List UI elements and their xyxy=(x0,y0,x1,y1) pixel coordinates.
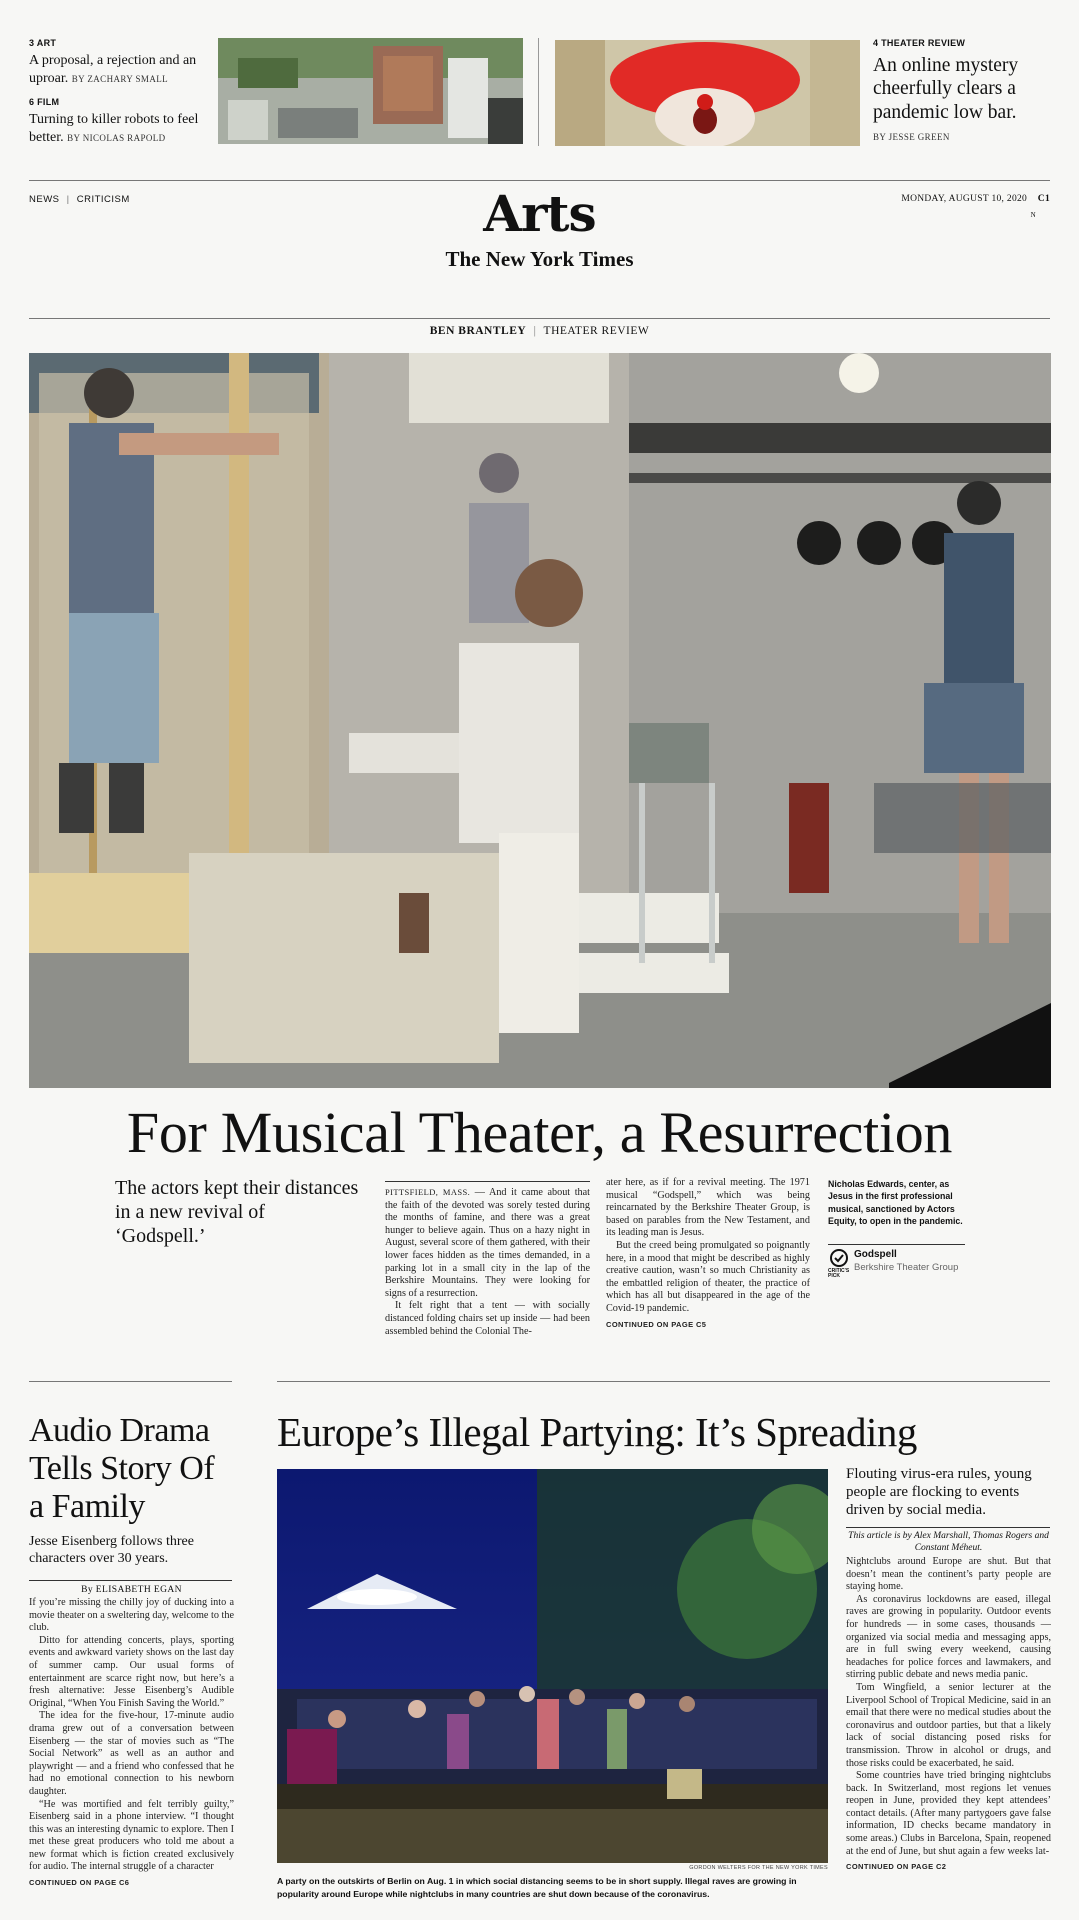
europe-deck-rule xyxy=(846,1527,1050,1528)
lead-col2-para-2: But the creed being promulgated so poignantly here, in a mood that might be described as highly creative caution, wasn’t so much Christianity as the embattled religion of theater, the practice of which has all but disappeared in the age of the Covid-19 pandemic. xyxy=(606,1239,810,1314)
lead-kicker xyxy=(0,325,1079,337)
europe-deck: Flouting virus-era rules, young people are flocking to events driven by social media. xyxy=(846,1466,1032,1518)
teaser-headline: Turning to killer robots to feel better. xyxy=(29,112,199,146)
teaser-divider xyxy=(538,38,539,146)
lead-deck: The actors kept their distances in a new revival of ‘Godspell.’ xyxy=(115,1177,359,1247)
page-number: C1 xyxy=(1037,194,1050,204)
europe-para: Nightclubs around Europe are shut. But that doesn’t mean the continent’s party people are staying home. xyxy=(846,1556,1051,1593)
issue-info xyxy=(901,194,1050,219)
masthead-bottom-rule xyxy=(29,318,1050,319)
lead-col1-para xyxy=(385,1186,590,1300)
audio-para: Ditto for attending concerts, plays, sporting events and awkward variety shows on the last day of summer camp. Our usual forms of entertainment are scarce right now, but here’s a fresh alternative: Jesse Eisenberg’s Audible Original, “When You Finish Saving the World.” xyxy=(29,1634,234,1709)
show-company: Berkshire Theater Group xyxy=(854,1262,959,1273)
teaser-art[interactable] xyxy=(29,38,199,88)
europe-caption: A party on the outskirts of Berlin on Aug. 1 in which social distancing seems to be in short supply. Illegal raves are growing in popularity around Europe while nightclubs in many countries are shut down because of the coronavirus. xyxy=(277,1876,797,1899)
audio-body xyxy=(29,1597,234,1890)
masthead-top-rule xyxy=(29,180,1050,181)
audio-deck-rule xyxy=(29,1580,232,1581)
audio-byline: By ELISABETH EGAN xyxy=(81,1585,182,1595)
lead-col1-text: — And it came about that the faith of the devoted was sorely tested during the months of famine, and there was a great hunger to believe again. Thus on a hazy night in August, several score of them gathered, with their lower faces hidden as the times demanded, in a parking lot in a small city in the lap of the Berkshire Mountains. They were looking for signs of a resurrection. xyxy=(385,1187,591,1299)
teaser-page: 4 xyxy=(873,38,879,48)
teaser-byline: BY NICOLAS RAPOLD xyxy=(67,133,166,144)
audio-headline[interactable]: Audio Drama Tells Story Of a Family xyxy=(29,1412,215,1525)
lead-col1-para-2: It felt right that a tent — with socially distanced folding chairs set up inside — had been assembled behind the Colonial The- xyxy=(385,1300,590,1337)
issue-date: MONDAY, AUGUST 10, 2020 xyxy=(901,194,1028,204)
teaser-art-photo[interactable] xyxy=(218,38,523,144)
teaser-film[interactable] xyxy=(29,97,214,147)
teaser-byline: BY ZACHARY SMALL xyxy=(71,74,169,85)
teaser-section: ART xyxy=(36,38,57,48)
lead-photo[interactable] xyxy=(29,353,1051,1088)
critics-pick-label: CRITIC'S PICK xyxy=(828,1268,850,1280)
teaser-page: 6 xyxy=(29,97,35,107)
audio-deck: Jesse Eisenberg follows three characters over 30 years. xyxy=(29,1534,194,1566)
europe-continued[interactable]: CONTINUED ON PAGE C2 xyxy=(846,1862,947,1872)
teaser-section: THEATER REVIEW xyxy=(881,38,966,48)
lead-continued[interactable]: CONTINUED ON PAGE C5 xyxy=(606,1319,707,1329)
teaser-byline: BY JESSE GREEN xyxy=(873,132,950,143)
lead-caption: Nicholas Edwards, center, as Jesus in the first professional musical, sanctioned by Actors Equity, to open in the pandemic. xyxy=(828,1179,963,1226)
nav-criticism[interactable]: CRITICISM xyxy=(76,194,130,205)
critics-pick-rule xyxy=(828,1244,965,1245)
audio-para: “He was mortified and felt terribly guilty,” Eisenberg said in a phone interview. “I thought this was an interesting dynamic to explore. Then I met these great producers who told me about a new format which is fiction created exclusively for audio. The internal struggle of a character xyxy=(29,1798,234,1873)
nav-news[interactable]: NEWS xyxy=(29,194,60,205)
audio-continued[interactable]: CONTINUED ON PAGE C6 xyxy=(29,1878,130,1888)
newspaper-nameplate: The New York Times xyxy=(445,247,634,271)
europe-para: Tom Wingfield, a senior lecturer at the Liverpool School of Tropical Medicine, said in an email that there were no medical studies about the coronavirus and outdoor parties, but that a likely lack of social distancing posed risks for transmission. Throw in alcohol or drugs, and those risks could be exacerbated, he said. xyxy=(846,1681,1051,1769)
nav-separator: | xyxy=(66,194,70,205)
edition-mark: N xyxy=(1030,211,1036,219)
show-title: Godspell xyxy=(854,1249,897,1260)
europe-body xyxy=(846,1556,1051,1874)
audio-para: If you’re missing the chilly joy of ducking into a movie theater on a sweltering day, welcome to the club. xyxy=(29,1597,234,1634)
lead-rubric: THEATER REVIEW xyxy=(543,325,650,337)
teaser-headline: An online mystery cheerfully clears a pandemic low bar. xyxy=(873,55,1019,123)
europe-top-rule xyxy=(277,1381,1050,1382)
section-title: Arts xyxy=(483,184,596,243)
europe-headline[interactable]: Europe’s Illegal Partying: It’s Spreading xyxy=(277,1409,917,1455)
teaser-section: FILM xyxy=(37,97,60,107)
europe-para: Some countries have tried bringing nightclubs back. In Switzerland, most regions let venues reopen in June, provided they kept attendees’ contact details. (After many partygoers gave false information, ID checks became mandatory in some areas.) Clubs in Barcelona, Spain, reopened at the end of June, but shut again a few weeks lat- xyxy=(846,1770,1051,1857)
lead-column-2 xyxy=(606,1177,810,1331)
europe-photo-credit: GORDON WELTERS FOR THE NEW YORK TIMES xyxy=(689,1865,828,1871)
teaser-theater-photo[interactable] xyxy=(555,40,860,146)
lead-rule-col1 xyxy=(385,1181,590,1182)
kicker-separator: | xyxy=(533,325,537,337)
europe-note: This article is by Alex Marshall, Thomas Rogers and Constant Méheut. xyxy=(848,1531,1049,1553)
europe-para: As coronavirus lockdowns are eased, illegal raves are growing in popularity. Outdoor events for hundreds — in some cases, thousands — organized via social media and messaging apps, are in full swing every weekend, causing headaches for police forces and lawmakers, and stirring public debate and news media panic. xyxy=(846,1593,1051,1681)
lead-dateline: PITTSFIELD, MASS. xyxy=(385,1187,471,1197)
lead-author[interactable]: BEN BRANTLEY xyxy=(429,325,527,337)
audio-top-rule xyxy=(29,1381,232,1382)
teaser-headline: A proposal, a rejection and an uproar. xyxy=(29,53,197,87)
teaser-theater-review[interactable] xyxy=(873,38,1053,142)
lead-headline[interactable]: For Musical Theater, a Resurrection xyxy=(126,1100,953,1165)
teaser-page: 3 xyxy=(29,38,35,48)
europe-photo[interactable] xyxy=(277,1469,828,1863)
lead-column-1 xyxy=(385,1186,590,1338)
lead-col2-para: ater here, as if for a revival meeting. The 1971 musical “Godspell,” which was being reincarnated by the Berkshire Theater Group, is based on parables from the New Testament, and its leading man is Jesus. xyxy=(606,1177,810,1239)
audio-para: The idea for the five-hour, 17-minute audio drama grew out of a conversation between Eisenberg — the star of movies such as “The Social Network” as well as an author and playwright — and a friend who confessed that he had no emotional connection to his newborn daughter. xyxy=(29,1710,234,1797)
